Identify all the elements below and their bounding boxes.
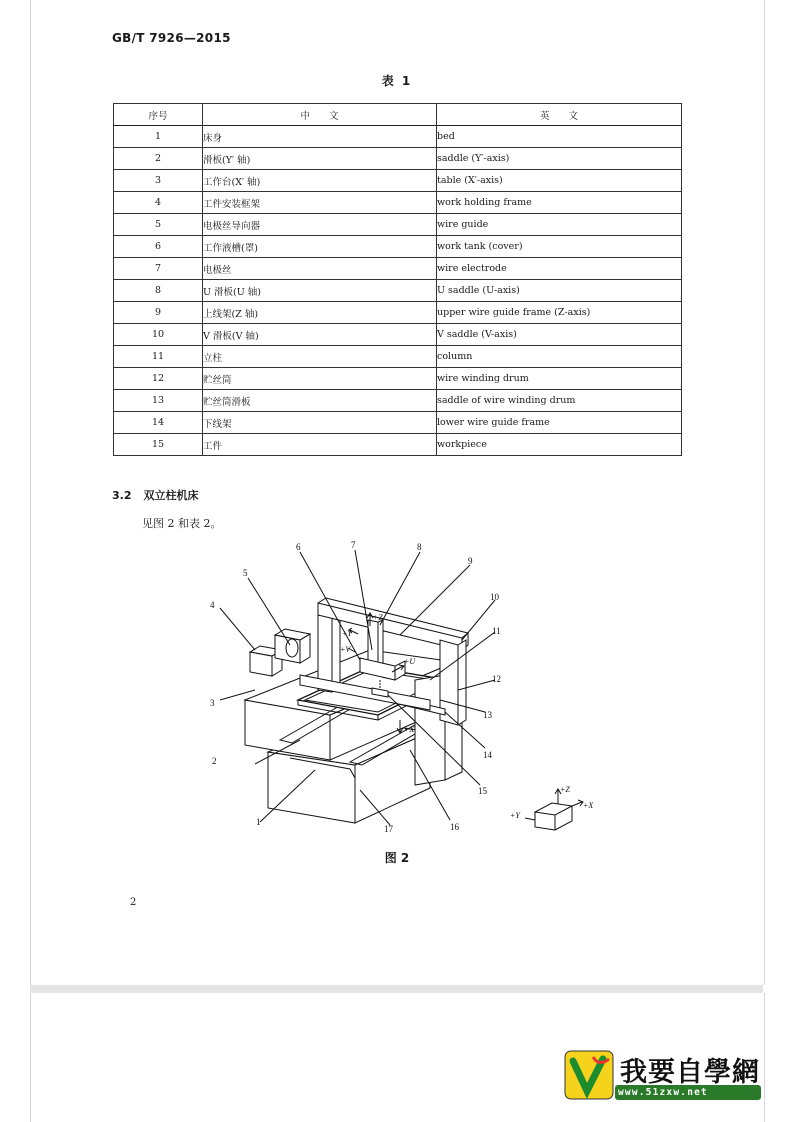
callout-7: 7 (351, 540, 356, 550)
cell-chinese: 工件安装框架 (203, 192, 437, 214)
right-upright-side (458, 640, 466, 725)
coord-x-arrow-icon (572, 800, 583, 806)
cell-english: bed (437, 126, 682, 148)
callout-10: 10 (490, 592, 499, 602)
page-separator (30, 985, 763, 993)
callout-8: 8 (417, 542, 422, 552)
cell-number: 2 (114, 148, 203, 170)
cell-chinese: 滑板(Y′ 轴) (203, 148, 437, 170)
left-column-side (332, 614, 340, 692)
cell-number: 12 (114, 368, 203, 390)
table-row (114, 390, 682, 412)
table-body (114, 126, 682, 456)
cell-chinese: 工作液槽(罩) (203, 236, 437, 258)
axis-label-y: +Y (342, 629, 352, 638)
callout-11: 11 (492, 626, 501, 636)
cell-number: 1 (114, 126, 203, 148)
table-row (114, 280, 682, 302)
cell-number: 3 (114, 170, 203, 192)
cell-english: wire winding drum (437, 368, 682, 390)
cell-english: saddle of wire winding drum (437, 390, 682, 412)
watermark-brand-text: 我要自學網 (620, 1057, 760, 1088)
leader-7 (355, 550, 372, 650)
coord-label-y: +Y (510, 811, 520, 820)
table-row (114, 346, 682, 368)
cell-chinese: 下线架 (203, 412, 437, 434)
table-row (114, 192, 682, 214)
cell-english: work holding frame (437, 192, 682, 214)
table-row (114, 434, 682, 456)
table-header-row (114, 104, 682, 126)
cell-english: U saddle (U-axis) (437, 280, 682, 302)
machine-diagram (200, 540, 600, 840)
cell-number: 10 (114, 324, 203, 346)
body-paragraph: 见图 2 和表 2。 (142, 517, 222, 530)
callout-15: 15 (478, 786, 487, 796)
table-row (114, 170, 682, 192)
cell-english: workpiece (437, 434, 682, 456)
table-row (114, 236, 682, 258)
section-number: 3.2 (112, 489, 132, 502)
table-row (114, 258, 682, 280)
standard-number: GB/T 7926—2015 (112, 31, 231, 45)
callout-3: 3 (210, 698, 215, 708)
cell-english: V saddle (V-axis) (437, 324, 682, 346)
cell-number: 7 (114, 258, 203, 280)
cell-chinese: 工作台(X′ 轴) (203, 170, 437, 192)
table-row (114, 302, 682, 324)
column-header-number: 序号 (114, 104, 203, 126)
callout-5: 5 (243, 568, 248, 578)
cell-english: work tank (cover) (437, 236, 682, 258)
table-row (114, 148, 682, 170)
callout-6: 6 (296, 542, 301, 552)
cell-chinese: 上线架(Z 轴) (203, 302, 437, 324)
section-title: 双立柱机床 (143, 489, 199, 502)
callout-1: 1 (256, 817, 261, 827)
cell-chinese: 床身 (203, 126, 437, 148)
coord-label-z: +Z (560, 785, 570, 794)
cell-number: 11 (114, 346, 203, 368)
axis-label-v: +V (340, 645, 351, 654)
axis-label-z: +Z (373, 613, 383, 622)
cell-english: lower wire guide frame (437, 412, 682, 434)
cell-number: 6 (114, 236, 203, 258)
table-caption: 表 1 (381, 74, 413, 88)
cell-chinese: 贮丝筒 (203, 368, 437, 390)
cell-english: wire guide (437, 214, 682, 236)
cell-chinese: 贮丝筒滑板 (203, 390, 437, 412)
cell-chinese: U 滑板(U 轴) (203, 280, 437, 302)
z-slide-side (378, 620, 383, 667)
callout-16: 16 (450, 822, 459, 832)
axis-label-u: +U (404, 657, 416, 666)
coord-box-top (535, 803, 572, 815)
figure-caption: 图 2 (384, 851, 410, 865)
callout-17: 17 (384, 824, 393, 834)
cell-english: saddle (Y′-axis) (437, 148, 682, 170)
cell-number: 5 (114, 214, 203, 236)
callout-12: 12 (492, 674, 501, 684)
cell-chinese: V 滑板(V 轴) (203, 324, 437, 346)
page-number: 2 (130, 897, 137, 908)
cell-number: 14 (114, 412, 203, 434)
leader-8 (380, 552, 420, 625)
callout-13: 13 (483, 710, 492, 720)
terms-table (113, 103, 682, 456)
callout-14: 14 (483, 750, 492, 760)
column-header-english: 英 文 (437, 104, 682, 126)
cell-chinese: 电极丝 (203, 258, 437, 280)
callout-4: 4 (210, 600, 215, 610)
table-row (114, 214, 682, 236)
table-row (114, 368, 682, 390)
cell-number: 9 (114, 302, 203, 324)
leader-4 (220, 608, 255, 650)
table-row (114, 126, 682, 148)
leader-10 (462, 600, 495, 640)
section-heading (112, 487, 199, 503)
callout-2: 2 (212, 756, 217, 766)
cell-english: column (437, 346, 682, 368)
coord-y-arrow-icon (525, 818, 535, 820)
cell-chinese: 立柱 (203, 346, 437, 368)
cell-chinese: 工件 (203, 434, 437, 456)
cell-english: table (X′-axis) (437, 170, 682, 192)
cell-number: 8 (114, 280, 203, 302)
axis-label-x: +X (404, 725, 415, 734)
cell-number: 13 (114, 390, 203, 412)
table-row (114, 324, 682, 346)
cell-number: 15 (114, 434, 203, 456)
leader-5 (248, 578, 290, 645)
watermark-url: www.51zxw.net (618, 1087, 708, 1098)
table-row (114, 412, 682, 434)
cell-english: upper wire guide frame (Z-axis) (437, 302, 682, 324)
cell-chinese: 电极丝导向器 (203, 214, 437, 236)
motor-box-side (300, 634, 310, 663)
column-header-chinese: 中 文 (203, 104, 437, 126)
coord-label-x: +X (583, 801, 594, 810)
cell-english: wire electrode (437, 258, 682, 280)
callout-9: 9 (468, 556, 473, 566)
cell-number: 4 (114, 192, 203, 214)
